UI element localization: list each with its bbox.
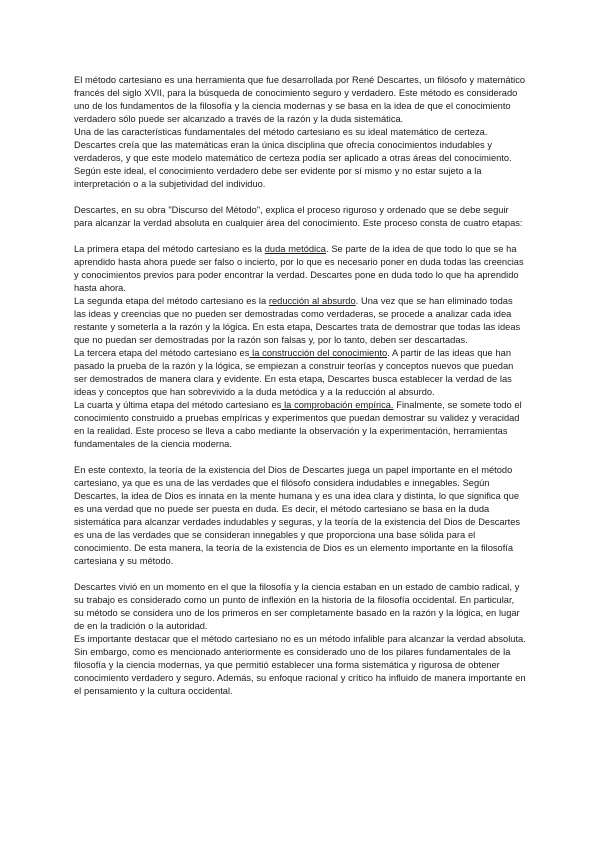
text-run: . Una vez que se han eliminado todas las ideas y creencias que no pueden ser demostradas como verdaderas, se procede a analizar cada idea restante y someterla a la razón y la lógica. En esta etapa, Descartes trata de demostrar que todas las ideas que no puedan ser demostradas por la razón son falsas y, por lo tanto, deben ser descartadas.: [74, 296, 521, 345]
paragraph: [74, 126, 526, 191]
paragraph: [74, 633, 526, 698]
paragraph: [74, 347, 526, 399]
text-run: Descartes vivió en un momento en el que la filosofía y la ciencia estaban en un estado de cambio radical, y su trabajo es considerado como un punto de inflexión en la historia de la filosofía occidental. En particular, su método se considera uno de los primeros en ser completamente basado en la razón y la lógica, en lugar de en la tradición o la autoridad.: [74, 582, 520, 631]
paragraph: [74, 204, 526, 230]
text-run: La primera etapa del método cartesiano es la: [74, 244, 265, 254]
text-run: Finalmente, se somete todo el conocimiento construido a pruebas empíricas y experimentos que puedan demostrar su validez y veracidad en la realidad. Este proceso se lleva a cabo mediante la observación y la experimentación, herramientas fundamentales de la ciencia moderna.: [74, 400, 522, 449]
text-run: La cuarta y última etapa del método cartesiano es: [74, 400, 282, 410]
text-run: . Se parte de la idea de que todo lo que se ha aprendido hasta ahora puede ser falso o incierto, por lo que es necesario poner en duda todas las creencias y conocimientos previos para poder encontrar la verdad. Descartes pone en duda todo lo que ha aprendido hasta ahora.: [74, 244, 524, 293]
paragraph: [74, 243, 526, 295]
paragraph: [74, 581, 526, 633]
paragraph: [74, 295, 526, 347]
text-run: En este contexto, la teoría de la existencia del Dios de Descartes juega un papel importante en el método cartesiano, ya que es una de las verdades que el filósofo considera indudables e innegables. Según Descartes, la idea de Dios es innata en la mente humana y es una idea clara y distinta, lo que significa que es una verdad que no puede ser puesta en duda. Es decir, el método cartesiano se basa en la duda sistemática para alcanzar verdades indudables y seguras, y la teoría de la existencia del Dios de Descartes es una de las verdades que se consideran innegables y que proporciona una base sólida para el conocimiento. De esta manera, la teoría de la existencia de Dios es un elemento importante en la filosofía cartesiana y su método.: [74, 465, 521, 566]
underlined-term: la construcción del conocimiento: [249, 348, 388, 358]
paragraph-gap: [74, 191, 526, 204]
text-run: El método cartesiano es una herramienta que fue desarrollada por René Descartes, un filósofo y matemático francés del siglo XVII, para la búsqueda de conocimiento seguro y verdadero. Este método es considerado uno de los fundamentos de la filosofía y la ciencia modernas y se basa en la idea de que el conocimiento verdadero sólo puede ser alcanzado a través de la razón y la duda sistemática.: [74, 75, 526, 124]
underlined-term: la comprobación empírica.: [281, 400, 394, 410]
paragraph: [74, 74, 526, 126]
text-run: La tercera etapa del método cartesiano es: [74, 348, 250, 358]
underlined-term: duda metódica: [264, 244, 326, 254]
paragraph: [74, 464, 526, 568]
paragraph-gap: [74, 451, 526, 464]
underlined-term: reducción al absurdo: [268, 296, 356, 306]
paragraph: [74, 399, 526, 451]
text-run: Es importante destacar que el método cartesiano no es un método infalible para alcanzar la verdad absoluta. Sin embargo, como es mencionado anteriormente es considerado uno de los pilares fundamentales de la filosofía y la ciencia modernas, ya que permitió establecer una forma sistemática y rigurosa de obtener conocimiento verdadero y seguro. Además, su enfoque racional y crítico ha influido de manera importante en el pensamiento y la cultura occidental.: [74, 634, 526, 696]
text-run: Una de las características fundamentales del método cartesiano es su ideal matemático de certeza. Descartes creía que las matemáticas eran la única disciplina que ofrecía conocimientos indudables y verdaderos, y que este modelo matemático de certeza podía ser aplicado a otras áreas del conocimiento. Según este ideal, el conocimiento verdadero debe ser evidente por sí mismo y no estar sujeto a la interpretación o a la subjetividad del individuo.: [74, 127, 512, 189]
paragraph-gap: [74, 230, 526, 243]
text-run: La segunda etapa del método cartesiano es la: [74, 296, 269, 306]
paragraph-gap: [74, 568, 526, 581]
text-run: Descartes, en su obra "Discurso del Método", explica el proceso riguroso y ordenado que se debe seguir para alcanzar la verdad absoluta en cualquier área del conocimiento. Este proceso consta de cuatro etapas:: [74, 205, 523, 228]
text-run: . A partir de las ideas que han pasado la prueba de la razón y la lógica, se empiezan a construir teorías y conceptos nuevos que puedan ser demostrados de manera clara y evidente. En esta etapa, Descartes busca establecer la verdad de las ideas y conceptos que han sobrevivido a la duda metódica y a la reducción al absurdo.: [74, 348, 514, 397]
